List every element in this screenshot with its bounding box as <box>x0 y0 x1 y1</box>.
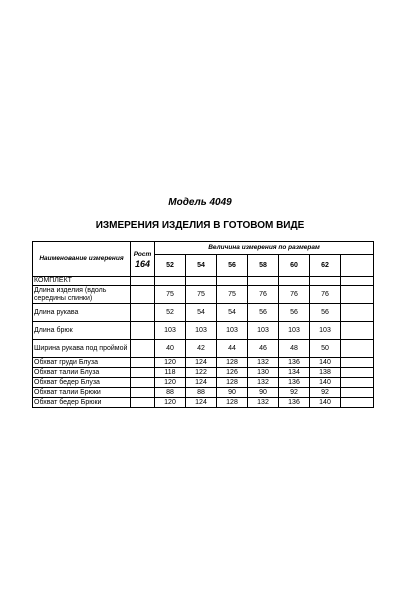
measurement-value: 50 <box>310 340 341 358</box>
height-label: Рост <box>133 250 152 258</box>
measurement-value: 56 <box>310 304 341 322</box>
measurement-value: 44 <box>217 340 248 358</box>
measurement-value: 140 <box>310 358 341 368</box>
measurement-value: 76 <box>279 286 310 304</box>
size-header: 54 <box>186 255 217 277</box>
measurement-value: 128 <box>217 358 248 368</box>
size-header: 60 <box>279 255 310 277</box>
size-header: 62 <box>310 255 341 277</box>
measurements-table <box>32 241 374 408</box>
measurement-value: 120 <box>155 398 186 408</box>
measurement-name: Длина изделия (вдоль середины спинки) <box>33 286 131 304</box>
measurement-value: 126 <box>217 368 248 378</box>
measurement-value: 136 <box>279 358 310 368</box>
table-row <box>33 322 374 340</box>
empty-cell <box>341 358 374 368</box>
table-row <box>33 368 374 378</box>
height-value: 164 <box>134 258 151 269</box>
measurement-name: Обхват талии Брюки <box>33 388 131 398</box>
measurement-value: 90 <box>248 388 279 398</box>
measurement-value: 132 <box>248 358 279 368</box>
measurement-value: 54 <box>186 304 217 322</box>
measurement-value: 56 <box>248 304 279 322</box>
empty-cell <box>341 388 374 398</box>
measurement-value: 52 <box>155 304 186 322</box>
measurement-value: 46 <box>248 340 279 358</box>
measurement-value: 90 <box>217 388 248 398</box>
measurement-value: 48 <box>279 340 310 358</box>
measurement-value: 134 <box>279 368 310 378</box>
table-row <box>33 398 374 408</box>
measurement-value: 120 <box>155 358 186 368</box>
measurement-name: Ширина рукава под проймой <box>33 340 131 358</box>
measurement-value: 103 <box>310 322 341 340</box>
size-header: 56 <box>217 255 248 277</box>
table-row <box>33 378 374 388</box>
empty-cell <box>310 277 341 286</box>
measurement-name: Длина брюк <box>33 322 131 340</box>
table-row <box>33 388 374 398</box>
empty-cell <box>131 378 155 388</box>
measurement-value: 140 <box>310 398 341 408</box>
measurement-value: 54 <box>217 304 248 322</box>
measurement-value: 103 <box>217 322 248 340</box>
measurement-value: 103 <box>186 322 217 340</box>
measurement-value: 75 <box>186 286 217 304</box>
measurement-value: 124 <box>186 398 217 408</box>
measurement-value: 92 <box>310 388 341 398</box>
table-row <box>33 340 374 358</box>
measurement-value: 138 <box>310 368 341 378</box>
measurement-value: 56 <box>279 304 310 322</box>
empty-cell <box>341 255 374 277</box>
measurement-name: Обхват бедер Брюки <box>33 398 131 408</box>
empty-cell <box>131 304 155 322</box>
measurement-value: 118 <box>155 368 186 378</box>
name-column-header: Наименование измерения <box>33 242 131 277</box>
table-row <box>33 304 374 322</box>
empty-cell <box>131 286 155 304</box>
measurement-value: 120 <box>155 378 186 388</box>
empty-cell <box>131 277 155 286</box>
empty-cell <box>131 358 155 368</box>
empty-cell <box>131 388 155 398</box>
empty-cell <box>186 277 217 286</box>
table-row <box>33 358 374 368</box>
measurement-value: 40 <box>155 340 186 358</box>
empty-cell <box>248 277 279 286</box>
empty-cell <box>217 277 248 286</box>
measurement-value: 132 <box>248 398 279 408</box>
measurement-value: 42 <box>186 340 217 358</box>
measurement-value: 136 <box>279 378 310 388</box>
measurement-name: Обхват груди Блуза <box>33 358 131 368</box>
measurement-value: 103 <box>279 322 310 340</box>
measurement-value: 103 <box>155 322 186 340</box>
measurement-value: 75 <box>155 286 186 304</box>
measurement-value: 140 <box>310 378 341 388</box>
size-header: 52 <box>155 255 186 277</box>
measurement-name: Обхват бедер Блуза <box>33 378 131 388</box>
measurement-value: 132 <box>248 378 279 388</box>
measurement-name: Длина рукава <box>33 304 131 322</box>
measurement-value: 92 <box>279 388 310 398</box>
empty-cell <box>131 322 155 340</box>
empty-cell <box>341 304 374 322</box>
empty-cell <box>341 378 374 388</box>
empty-cell <box>341 398 374 408</box>
empty-cell <box>341 286 374 304</box>
empty-cell <box>131 398 155 408</box>
empty-cell <box>341 368 374 378</box>
measurement-value: 130 <box>248 368 279 378</box>
height-header <box>131 242 155 277</box>
set-label: КОМПЛЕКТ <box>33 277 131 286</box>
measurement-value: 122 <box>186 368 217 378</box>
empty-cell <box>155 277 186 286</box>
document-title: ИЗМЕРЕНИЯ ИЗДЕЛИЯ В ГОТОВОМ ВИДЕ <box>95 220 305 231</box>
measurement-value: 124 <box>186 358 217 368</box>
empty-cell <box>341 340 374 358</box>
measurement-value: 128 <box>217 398 248 408</box>
measurement-value: 76 <box>248 286 279 304</box>
empty-cell <box>279 277 310 286</box>
empty-cell <box>341 277 374 286</box>
model-title: Модель 4049 <box>168 197 232 208</box>
measurement-value: 88 <box>155 388 186 398</box>
measurement-value: 103 <box>248 322 279 340</box>
empty-cell <box>341 322 374 340</box>
measurement-value: 88 <box>186 388 217 398</box>
measurement-name: Обхват талии Блуза <box>33 368 131 378</box>
table-row <box>33 286 374 304</box>
empty-cell <box>131 340 155 358</box>
measurement-value: 76 <box>310 286 341 304</box>
measurement-value: 124 <box>186 378 217 388</box>
measurement-value: 136 <box>279 398 310 408</box>
measurement-value: 128 <box>217 378 248 388</box>
sizes-group-header: Величина измерения по размерам <box>155 242 374 255</box>
measurement-value: 75 <box>217 286 248 304</box>
size-header: 58 <box>248 255 279 277</box>
empty-cell <box>131 368 155 378</box>
